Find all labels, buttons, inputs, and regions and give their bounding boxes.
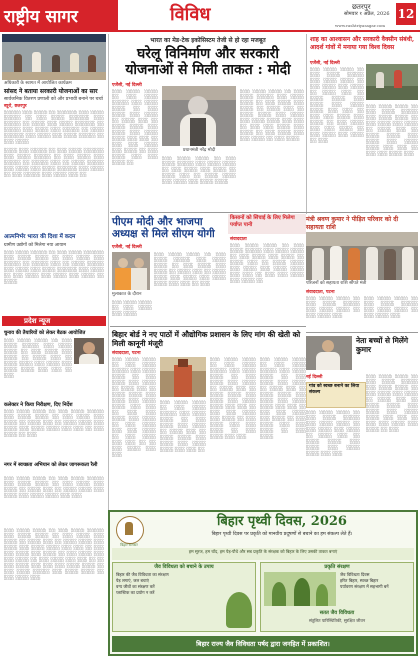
right-bottom-photo [306,336,352,370]
right-story-photo [306,232,418,280]
left-subhead-1: सार्वजनिक वितरण प्रणाली को और प्रभावी बनाने पर चर्चा [4,97,103,102]
govt-emblem [116,516,144,544]
right-story-byline: संवाददाता, पटना [306,290,335,295]
right-top-body-col2: ░░░ ░░░░ ░░░░ ░░ ░░░ ░░░░ ░░░░░ ░░░ ░░░░ ░░░░ ░░ ░░░ ░░░░ ░░░ ░░░░ ░░ ░░░░ ░░░ ░░ ░░░░ ░░░░ ░░░ ░░░░ ░░░ ░░░░ ░░░░ ░░░ ░░░ ░░ ░░░ ░░░ ░░░░ ░░░ [366,104,418,157]
section-divider [306,332,418,333]
ad-right-point: जैव विविधता दिवस [340,572,370,577]
left-byline-1: ब्यूरो, छतरपुर [4,104,27,109]
news-brief-bar [2,316,106,326]
mid-headline-line2: अध्यक्ष से मिले सीएम योगी [112,228,215,240]
brief-3-body: ░░░ ░░░░ ░░░░ ░░ ░░░ ░░░░ ░░░░░ ░░░ ░░░░ ░░░░ ░░ ░░░ ░░░░ ░░░ ░░░░ ░░ ░░░░ ░░░ ░░ ░░░░ ░░░░ ░░░ ░░░░ ░░░ ░░░░ ░░░░ ░░░ ░░░ [4,476,104,499]
brief-1-photo [74,338,104,364]
bottom-left-headline: बिहार बोर्ड ने नए पाठों में औद्योगिक प्रशासन के लिए मांग की खेती को मिली कानूनी मंजूरी [112,330,301,348]
column-divider [306,34,307,214]
right-top-byline: एजेंसी, नई दिल्ली [310,61,340,66]
left-body-2: ░░░ ░░░░ ░░░░░ ░░ ░░░ ░░░░ ░░░░░░ ░░░ ░░░░ ░░░░ ░░ ░░░ ░░░░ ░░░ ░░░░░ ░░ ░░░░░ ░░░ ░░ ░░░░ ░░░░░ ░░░ ░░░░ ░░░ ░░░░ ░░░░░░ ░░░ ░░░░ ░░ ░░░ ░░░░ ░░░ ░░░░ ░░░ ░░░░ ░░ ░░░░ [4,250,104,285]
bottom-left-photo [160,357,206,397]
city-label: छतरपुर [352,3,371,11]
left-bottom-body: ░░░ ░░░░ ░░░░ ░░ ░░░ ░░░░ ░░░░░ ░░░ ░░░░ ░░░░ ░░ ░░░ ░░░░ ░░░ ░░░░ ░░ ░░░░ ░░░ ░░ ░░░░ ░░░░ ░░░ ░░░░ ░░░ ░░░░ ░░░░ ░░░ ░░░ ░░ ░░░ ░░░ ░░░░ ░░░ ░░░░ ░░ ░░░ ░░░░ ░░░ ░░░ ░░░░ ░░ ░░░ ░░░░ ░░░ ░░░ ░░ ░░ ░░░ ░░░░ ░░░ ░░░ ░░░ ░░░░ ░░░░ ░░ ░░░ ░░░░ ░░░░░ ░░░ ░░░░ ░░░░ ░░ ░░░ ░░░░ ░░░ [4,528,104,581]
main-body-col3: ░░░ ░░░░ ░░░░ ░░ ░░░ ░░░░ ░░░░░ ░░░ ░░░░ ░░░░ ░░ ░░░ ░░░░ ░░░ ░░░░ ░░ ░░░░ ░░░ ░░ ░░░░ ░░░░ ░░░ ░░░░ ░░░ ░░░░ ░░░░ ░░░ ░░░ ░░ ░░░ ░░░ ░░░░ ░░░ ░░░░ ░░ ░░░ ░░░░ ░░░ ░░░ ░░░░ ░░ ░░░ ░░░░ [240,89,304,142]
right-bottom-body-col1: ░░░ ░░░░ ░░░░ ░░ ░░░ ░░░░ ░░░░░ ░░░ ░░░░ ░░░░ ░░ ░░░ ░░░░ ░░░ ░░░░ ░░ ░░░░ ░░░ ░░ ░░░░ ░░░░ ░░░ ░░░░ ░░░ ░░░░ ░░░░ ░░░ ░░░ [306,410,360,457]
masthead-rule [0,30,420,32]
right-top-headline: शाह का आश्वासन और सरकारी वैक्सीन संबंधी, आदर्श गांवों में मनाया गया विश्व दिवस [310,36,415,51]
right-story-caption: परिजनों को सहायता राशि सौंपते मंत्री [306,281,367,286]
bottom-left-body-col4: ░░░ ░░░░ ░░░░ ░░ ░░░ ░░░░ ░░░░░ ░░░ ░░░░ ░░░░ ░░ ░░░ ░░░░ ░░░ ░░░░ ░░ ░░░░ ░░░ ░░ ░░░░ ░░░░ ░░░ ░░░░ ░░░ ░░░░ ░░░░ ░░░ ░░░ ░░ ░░░ ░░░ ░░░░ ░░░ ░░░░ ░░ ░░░ ░░░░ ░░░ ░░░ ░░░░ ░░ ░░░ ░░░░ [260,357,306,440]
left-subhead-2: ग्रामीण उद्योगों को मिलेगा नया आयाम [4,243,66,248]
section-title: विविध [170,4,211,25]
ad-title: बिहार पृथ्वी दिवस, 2026 [217,514,347,529]
mid-headline-line1: पीएम मोदी और भाजपा [112,216,203,228]
vertical-headline: किसानों को सिंचाई के लिए मिलेगा पर्याप्त पानी [230,215,295,228]
ad-footer: बिहार राज्य जैव विविधता पर्षद द्वारा जनहित में प्रकाशित। [196,640,330,648]
section-divider [230,212,418,213]
right-story-body-col2: ░░░ ░░░░ ░░░░ ░░ ░░░ ░░░░ ░░░░░ ░░░ ░░░░ ░░░░ ░░ ░░░ ░░░░ ░░░ [364,296,418,319]
column-divider [108,34,109,524]
mid-photo-caption: मुलाकात के दौरान [112,292,142,297]
paper-name: राष्ट्रीय सागर [4,7,78,27]
main-photo-caption: प्रधानमंत्री नरेंद्र मोदी [182,148,216,153]
ad-right-image [264,572,336,606]
ad-left-point: बिहार की जैव विविधता का संरक्षण [116,572,169,577]
right-bottom-box-title: गांव को स्वच्छ बनाने का लिया संकल्प [309,384,360,395]
ad-logo-text-2: संतुलित पारिस्थितिकी, सुरक्षित जीवन [308,618,366,623]
website-url: www.rashtriyasagar.com [335,23,386,28]
bottom-left-byline: संवाददाता, पटना [112,351,141,356]
tree-illustration [226,592,252,628]
left-top-photo [2,34,106,80]
mid-photo [112,252,150,290]
bottom-left-body-col3: ░░░ ░░░░ ░░░░ ░░ ░░░ ░░░░ ░░░░░ ░░░ ░░░░ ░░░░ ░░ ░░░ ░░░░ ░░░ ░░░░ ░░ ░░░░ ░░░ ░░ ░░░░ ░░░░ ░░░ ░░░░ ░░░ ░░░░ ░░░░ ░░░ ░░░ ░░ ░░░ ░░░ ░░░░ ░░░ ░░░░ ░░ ░░░ ░░░░ ░░░ ░░░ ░░░░ ░░ ░░░ ░░░░ ░░░ ░░░ [210,357,256,440]
brief-1-body: ░░░ ░░░░ ░░░░ ░░ ░░░ ░░░░ ░░░░░ ░░░ ░░░░ ░░░░ ░░ ░░░ ░░░░ ░░░ ░░░░ ░░ ░░░░ ░░░ ░░ ░░░░ ░░░░ ░░░ ░░░░ ░░░ ░░░░ ░░░░ ░░░ ░░░ ░░ ░░░ [4,338,72,379]
left-photo-caption: अधिकारी के स्वागत में आयोजित कार्यक्रम [4,81,72,86]
vertical-body: ░░░ ░░░░ ░░░░ ░░ ░░░ ░░░░ ░░░░░ ░░░ ░░░░ ░░░░ ░░ ░░░ ░░░░ ░░░ ░░░░ ░░ ░░░░ ░░░ ░░ ░░░░ ░░░░ ░░░ ░░░░ ░░░ ░░░░ ░░░░ ░░░ ░░░ ░░ ░░░ ░░░ ░░░░ ░░░ ░░░░ ░░ [230,243,304,284]
right-bottom-body-col2: ░░░ ░░░░ ░░░░ ░░ ░░░ ░░░░ ░░░░░ ░░░ ░░░░ ░░░░ ░░ ░░░ ░░░░ ░░░ ░░░░ ░░ ░░░░ ░░░ ░░ ░░░░ ░░░░ ░░░ ░░░░ ░░░ ░░░░ ░░░░ ░░░ ░░░ ░░ ░░░ ░░░ ░░░░ ░░░ ░░░░ ░░ ░░░ [366,374,418,433]
mid-body-col1: ░░░ ░░░░ ░░░░ ░░ ░░░ ░░░░ ░░░░░ ░░░ ░░░░ ░░░░ ░░ ░░░ ░░░░ ░░░ ░░░░ ░░ ░░░░ ░░░ ░░ ░░░░ ░░░░ ░░░ ░░░░ ░░░ ░░░░ ░░░░ ░░░ ░░░ ░░ ░░░ [154,252,226,287]
brief-2-title: कलेक्टर ने किया निरीक्षण, दिए निर्देश [4,402,73,408]
main-body-col2: ░░░ ░░░░ ░░░░ ░░ ░░░ ░░░░ ░░░░░ ░░░ ░░░░ ░░░░ ░░ ░░░ ░░░░ ░░░ ░░░░ ░░ ░░░░ ░░░ ░░ ░░░░ ░░░░ ░░░ ░░░░ ░░░ ░░░░ ░░░░ [162,156,236,185]
right-top-photo [366,64,418,100]
right-top-body-col1: ░░░ ░░░░ ░░░░ ░░ ░░░ ░░░░ ░░░░░ ░░░ ░░░░ ░░░░ ░░ ░░░ ░░░░ ░░░ ░░░░ ░░ ░░░░ ░░░ ░░ ░░░░ ░░░░ ░░░ ░░░░ ░░░ ░░░░ ░░░░ ░░░ ░░░ ░░ ░░░ ░░░ ░░░░ ░░░ ░░░░ ░░ ░░░ ░░░░ ░░░ ░░░ ░░░░ ░░ ░░░ ░░░░ ░░░ ░░░░ ░░ ░░░ [310,67,364,144]
right-story-headline: मंत्री श्रवण कुमार ने पीड़ित परिवार को दी सहायता राशि [306,216,399,231]
left-headline-1: सांसद ने बताया सरकारी योजनाओं का सार [4,88,98,95]
section-divider [110,326,306,327]
ad-right-point: हरित बिहार, स्वच्छ बिहार [340,578,379,583]
ad-right-point: पर्यावरण संरक्षण में सहभागी बनें [340,584,389,589]
right-bottom-sub: नई दिल्ली [306,375,323,380]
ad-right-list [340,572,410,590]
ad-stamp: बिहार सरकार [120,543,138,547]
ad-logo-text-1: सतत जैव विविधता [319,610,355,616]
ad-subtitle: बिहार पृथ्वी दिवस पर प्रकृति को मानवीय प्रदूषणों से बचाने का हम संकल्प लेते हैं। [211,532,353,537]
news-brief-title: प्रदेश न्यूज [24,316,51,325]
main-headline-line1: घरेलू विनिर्माण और सरकारी [136,46,279,62]
main-headline-line2: योजनाओं से मिली ताकत : मोदी [125,62,291,78]
left-body-1: ░░░░░ ░░░ ░░░░ ░░ ░░░░░░ ░░░ ░░░░ ░░░░░ ░░ ░░░ ░░░░ ░░░░░░ ░░░ ░░░░░ ░░ ░░░░ ░░░ ░░░░ ░░░░░░ ░░ ░░░░░ ░░░ ░░░░ ░░░ ░░░░░ ░░ ░░░░ ░░░░░░ ░░░ ░░░░ ░░░ ░░░░ ░░░░░ ░░ ░░░ ░░░░ ░░░░ ░░░ ░░░░░ ░░ ░░░ ░░░░ ░░░░░░ ░░░ ░░░░ ░░░░░ ░░ ░░░ ░░░░ ░░░ ░░░░░ ░░ ░░░░░ ░░░ ░░ ░░░░ ░░░░░ ░░░ ░░░░ ░░░ ░░░░ ░░░░░░ ░░░ ░░░░ ░░ ░░░ ░░░░░ ░░░ ░░░░ ░░░ ░░ [4,110,104,178]
mid-body-col0: ░░░ ░░░░ ░░░░ ░░ ░░░ ░░░░ ░░░ ░░░░ [112,300,152,317]
ad-left-point: पेड़ लगाएं, जल बचाएं [116,578,149,583]
date-label: सोमवार १ अप्रैल, 2026 [344,11,390,17]
main-kicker: भारत का मेड-टेक इकोसिस्टम तेजी से हो रहा मजबूत [150,37,266,44]
ad-left-point: प्लास्टिक का प्रयोग न करें [116,590,155,595]
ad-left-list [116,572,226,596]
brief-2-body: ░░░ ░░░░ ░░░░ ░░ ░░░ ░░░░ ░░░░░ ░░░ ░░░░ ░░░░ ░░ ░░░ ░░░░ ░░░ ░░░░ ░░ ░░░░ ░░░ ░░ ░░░░ ░░░░ ░░░ ░░░░ ░░░ ░░░░ ░░░░ ░░░ ░░░ ░░ ░░░ ░░░░ ░░ ░░░ [4,409,104,438]
mid-byline: एजेंसी, नई दिल्ली [112,245,142,250]
bottom-left-body-col1: ░░░ ░░░░ ░░░░ ░░ ░░░ ░░░░ ░░░░░ ░░░ ░░░░ ░░░░ ░░ ░░░ ░░░░ ░░░ ░░░░ ░░ ░░░░ ░░░ ░░ ░░░░ ░░░░ ░░░ ░░░░ ░░░ ░░░░ ░░░░ ░░░ ░░░ ░░ ░░░ ░░░ ░░░░ ░░░ ░░░░ ░░ ░░░ ░░░░ ░░░ ░░░ ░░░░ ░░ ░░░ ░░░░ ░░░ ░░░ ░░ ░░ ░░░ ░░░░ ░░░ ░░░ [112,357,156,458]
main-photo [162,86,236,146]
ad-left-point: वन्य जीवों का संरक्षण करें [116,584,155,589]
page-number: 12 [396,3,416,25]
right-story-body-col1: ░░░ ░░░░ ░░░░ ░░ ░░░ ░░░░ ░░░░░ ░░░ ░░░░ ░░░░ ░░ ░░░ ░░░░ ░░░ [306,296,360,319]
main-body-col1: ░░░ ░░░░ ░░░░ ░░ ░░░ ░░░░ ░░░░░ ░░░ ░░░░ ░░░░ ░░ ░░░ ░░░░ ░░░ ░░░░ ░░ ░░░░ ░░░ ░░ ░░░░ ░░░░ ░░░ ░░░░ ░░░ ░░░░ ░░░░ ░░░ ░░░ ░░ ░░░ ░░░ ░░░░ ░░░ ░░░░ ░░ ░░░ ░░░░ ░░░ ░░░ ░░░░ ░░ [112,89,158,166]
ad-right-panel-title: प्रकृति संरक्षण [324,564,350,570]
ad-left-panel-title: जैव विविधता को बचाने के उपाय [154,564,214,570]
brief-3-title: नगर में स्वच्छता अभियान को लेकर जागरूकता रैली [4,462,98,468]
brief-1-title: चुनाव की तैयारियों को लेकर बैठक आयोजित [4,330,86,336]
vertical-byline: संवाददाता [230,237,247,242]
ad-strip-text: हम सूरज, हम चाँद, हम पेड़-पौधे और सब प्रकृति के संरक्षक को बिहार के लिए उसकी ताकत बनाएं [188,549,338,554]
bottom-left-body-col2: ░░░ ░░░░ ░░░░ ░░ ░░░ ░░░░ ░░░░░ ░░░ ░░░░ ░░░░ ░░ ░░░ ░░░░ ░░░ ░░░░ ░░ ░░░░ ░░░ ░░ ░░░░ ░░░░ ░░░ ░░░░ ░░░ ░░░░ ░░░░ ░░░ ░░░ ░░ [160,400,206,453]
left-headline-2: आत्मनिर्भर भारत की दिशा में कदम [4,234,76,240]
main-byline: एजेंसी, नई दिल्ली [112,83,142,88]
right-bottom-headline: नेता बच्चों से मिलेंगे कुमार [356,336,409,354]
